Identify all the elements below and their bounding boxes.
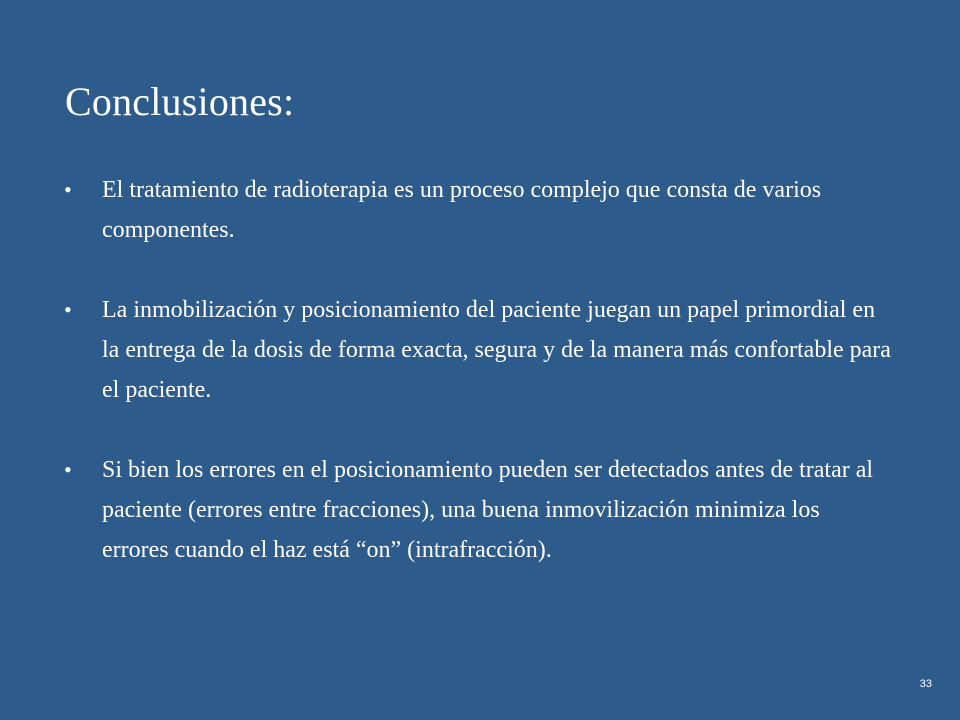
- bullet-icon: •: [64, 457, 72, 482]
- bullet-text: La inmobilización y posicionamiento del paciente juegan un papel primordial en la entrega de la dosis de forma exacta, segura y de la manera más confortable para el paciente.: [102, 297, 891, 403]
- bullet-icon: •: [64, 177, 72, 202]
- bullet-text: Si bien los errores en el posicionamiento pueden ser detectados antes de tratar al paciente (errores entre fracciones), una buena inmovilización minimiza los errores cuando el haz está “on” (intrafracción).: [102, 457, 874, 563]
- bullet-item: [62, 170, 892, 250]
- bullet-item: [62, 450, 892, 570]
- slide-title: Conclusiones:: [65, 79, 295, 124]
- bullet-icon: •: [64, 297, 72, 322]
- bullet-item: [62, 290, 892, 410]
- bullet-text: El tratamiento de radioterapia es un proceso complejo que consta de varios componentes.: [102, 177, 822, 243]
- bullet-list: [62, 170, 892, 610]
- page-number: 33: [919, 678, 932, 690]
